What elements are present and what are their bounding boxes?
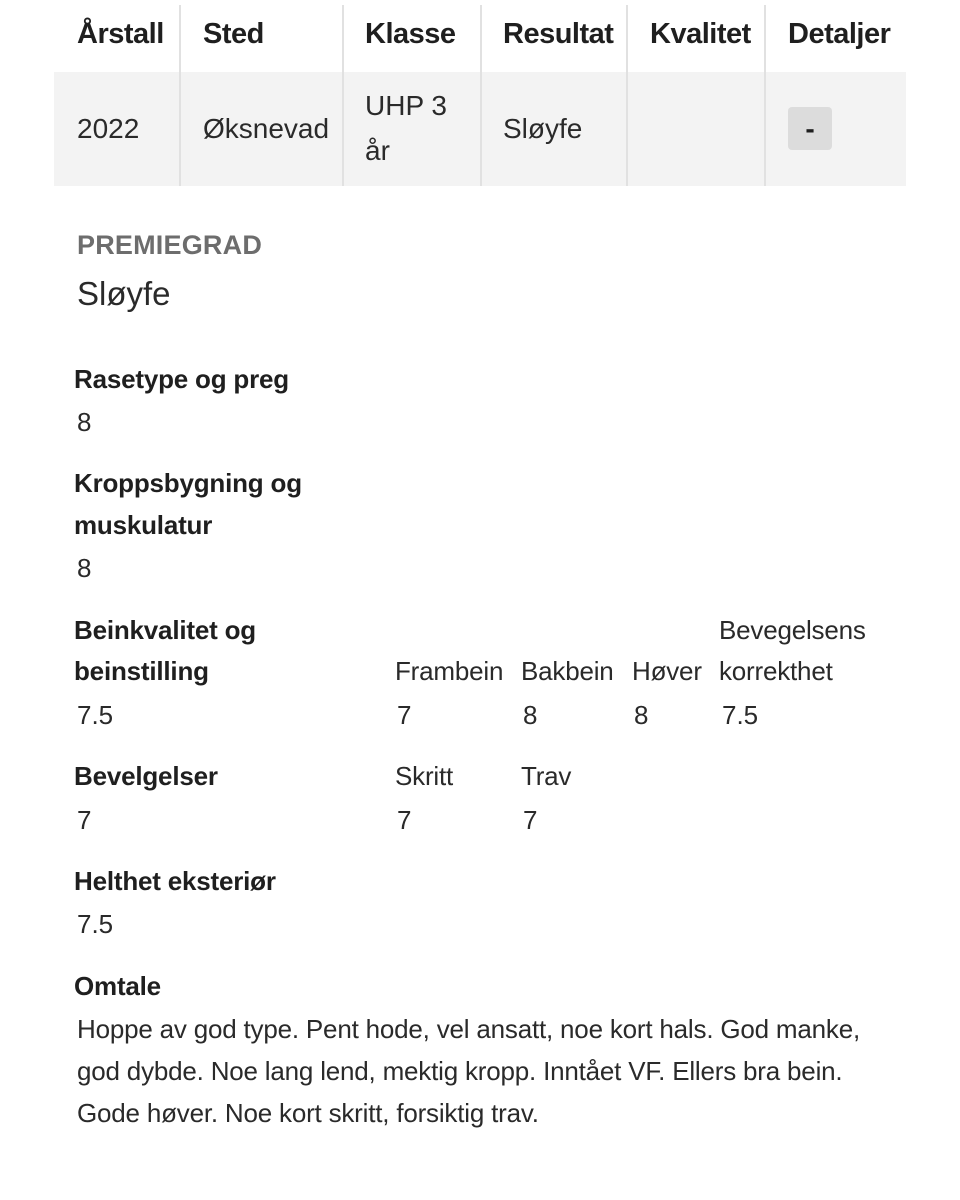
skritt-value: 7 <box>397 805 412 835</box>
omtale-label: Omtale <box>74 971 161 1001</box>
kroppsbygning-label-line2: muskulatur <box>74 510 213 540</box>
kroppsbygning-value: 8 <box>77 553 92 583</box>
skritt-label: Skritt <box>395 761 454 791</box>
cell-result: Sløyfe <box>503 113 583 144</box>
omtale-line: god dybde. Noe lang lend, mektig kropp. Inntået VF. Ellers bra bein. <box>77 1056 843 1086</box>
header-details: Detaljer <box>788 18 891 50</box>
helthet-label: Helthet eksteriør <box>74 866 276 896</box>
bevegelser-value: 7 <box>77 805 92 835</box>
hover-value: 8 <box>634 700 649 730</box>
column-divider <box>480 5 482 186</box>
hover-label: Høver <box>632 656 702 686</box>
premiegrad-label: PREMIEGRAD <box>77 230 263 260</box>
bevegelsens-korrekthet-value: 7.5 <box>722 700 759 730</box>
frambein-label: Frambein <box>395 656 504 686</box>
rasetype-value: 8 <box>77 407 92 437</box>
bakbein-label: Bakbein <box>521 656 614 686</box>
column-divider <box>342 5 344 186</box>
trav-label: Trav <box>521 761 572 791</box>
header-quality: Kvalitet <box>650 18 751 50</box>
header-year: Årstall <box>77 18 164 50</box>
premiegrad-value: Sløyfe <box>77 275 171 312</box>
bevegelser-label: Bevelgelser <box>74 761 218 791</box>
rasetype-label: Rasetype og preg <box>74 364 289 394</box>
cell-place: Øksnevad <box>203 113 330 144</box>
frambein-value: 7 <box>397 700 412 730</box>
cell-class-line1: UHP 3 <box>365 90 447 121</box>
beinkvalitet-label-line2: beinstilling <box>74 656 209 686</box>
column-divider <box>764 5 766 186</box>
header-class: Klasse <box>365 18 456 50</box>
omtale-text <box>77 1008 877 1134</box>
header-place: Sted <box>203 18 264 50</box>
beinkvalitet-label-line1: Beinkvalitet og <box>74 615 256 645</box>
details-toggle-button[interactable]: - <box>788 107 832 150</box>
cell-class-line2: år <box>365 135 390 166</box>
bevegelsens-korrekthet-label-line1: Bevegelsens <box>719 615 866 645</box>
column-divider <box>179 5 181 186</box>
helthet-value: 7.5 <box>77 909 114 939</box>
beinkvalitet-value: 7.5 <box>77 700 114 730</box>
cell-year: 2022 <box>77 113 140 144</box>
kroppsbygning-label-line1: Kroppsbygning og <box>74 468 302 498</box>
omtale-line: Hoppe av god type. Pent hode, vel ansatt, noe kort hals. God manke, <box>77 1014 860 1044</box>
trav-value: 7 <box>523 805 538 835</box>
column-divider <box>626 5 628 186</box>
bakbein-value: 8 <box>523 700 538 730</box>
header-result: Resultat <box>503 18 614 50</box>
bevegelsens-korrekthet-label-line2: korrekthet <box>719 656 833 686</box>
omtale-line: Gode høver. Noe kort skritt, forsiktig trav. <box>77 1098 539 1128</box>
